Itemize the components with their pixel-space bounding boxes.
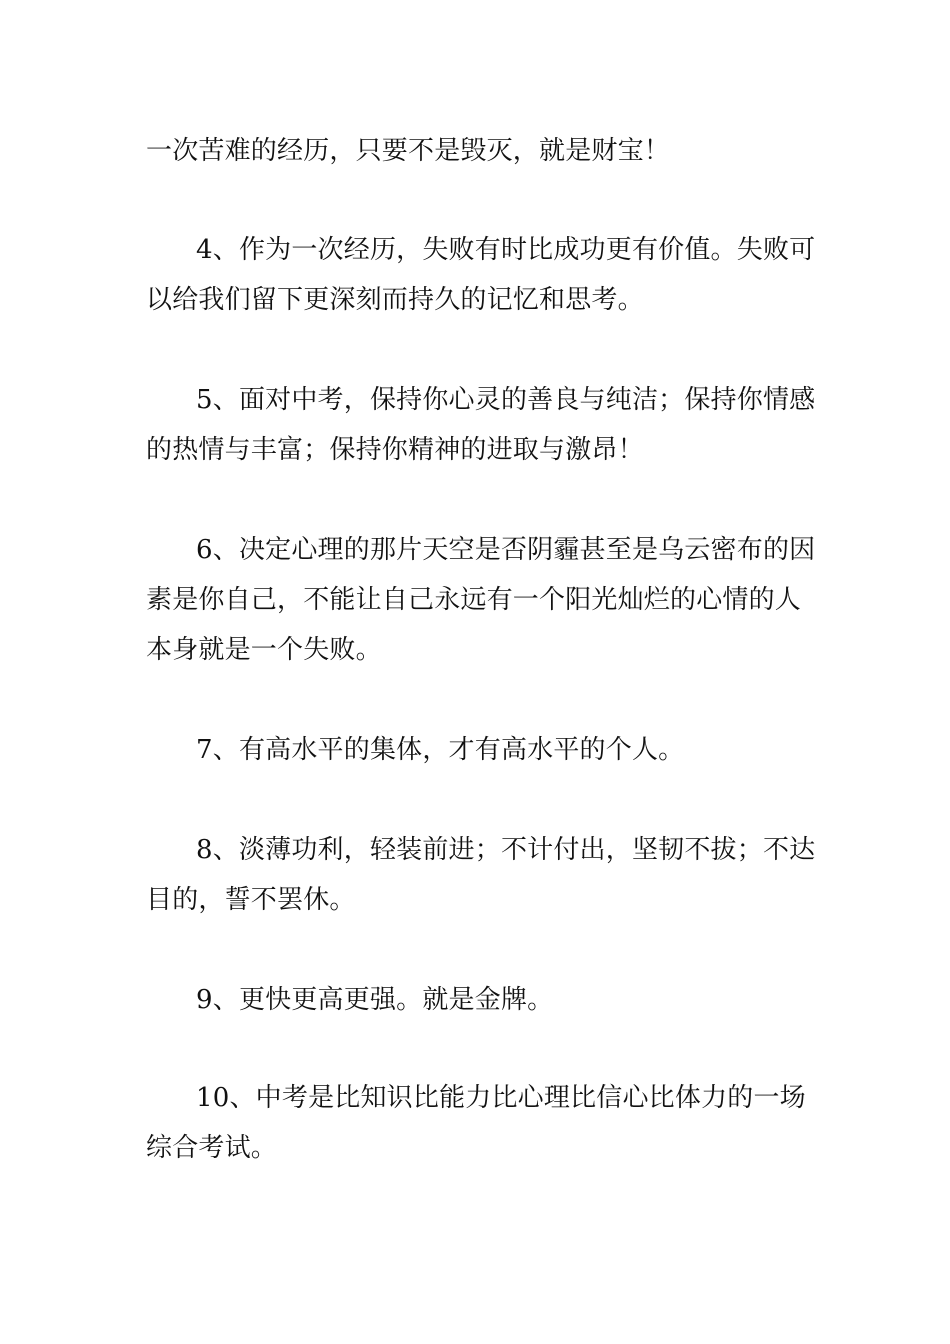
paragraph-5-line-1: 5、面对中考，保持你心灵的善良与纯洁；保持你情感 (196, 385, 816, 415)
paragraph-10-line-2: 综合考试。 (146, 1133, 278, 1163)
paragraph-8-line-2: 目的，誓不罢休。 (146, 885, 356, 915)
paragraph-3-line-1: 一次苦难的经历，只要不是毁灭，就是财宝！ (146, 136, 671, 166)
paragraph-9-line-1: 9、更快更高更强。就是金牌。 (196, 985, 554, 1015)
paragraph-4-line-2: 以给我们留下更深刻而持久的记忆和思考。 (146, 285, 644, 315)
paragraph-4-line-1: 4、作为一次经历，失败有时比成功更有价值。失败可 (196, 235, 816, 265)
paragraph-6-line-1: 6、决定心理的那片天空是否阴霾甚至是乌云密布的因 (196, 535, 816, 565)
paragraph-5-line-2: 的热情与丰富；保持你精神的进取与激昂！ (146, 435, 644, 465)
paragraph-6-line-2: 素是你自己，不能让自己永远有一个阳光灿烂的心情的人 (146, 585, 802, 615)
paragraph-6-line-3: 本身就是一个失败。 (146, 635, 382, 665)
paragraph-7-line-1: 7、有高水平的集体，才有高水平的个人。 (196, 735, 685, 765)
paragraph-8-line-1: 8、淡薄功利，轻装前进；不计付出，坚韧不拔；不达 (196, 835, 816, 865)
paragraph-10-line-1: 10、中考是比知识比能力比心理比信心比体力的一场 (196, 1083, 806, 1113)
